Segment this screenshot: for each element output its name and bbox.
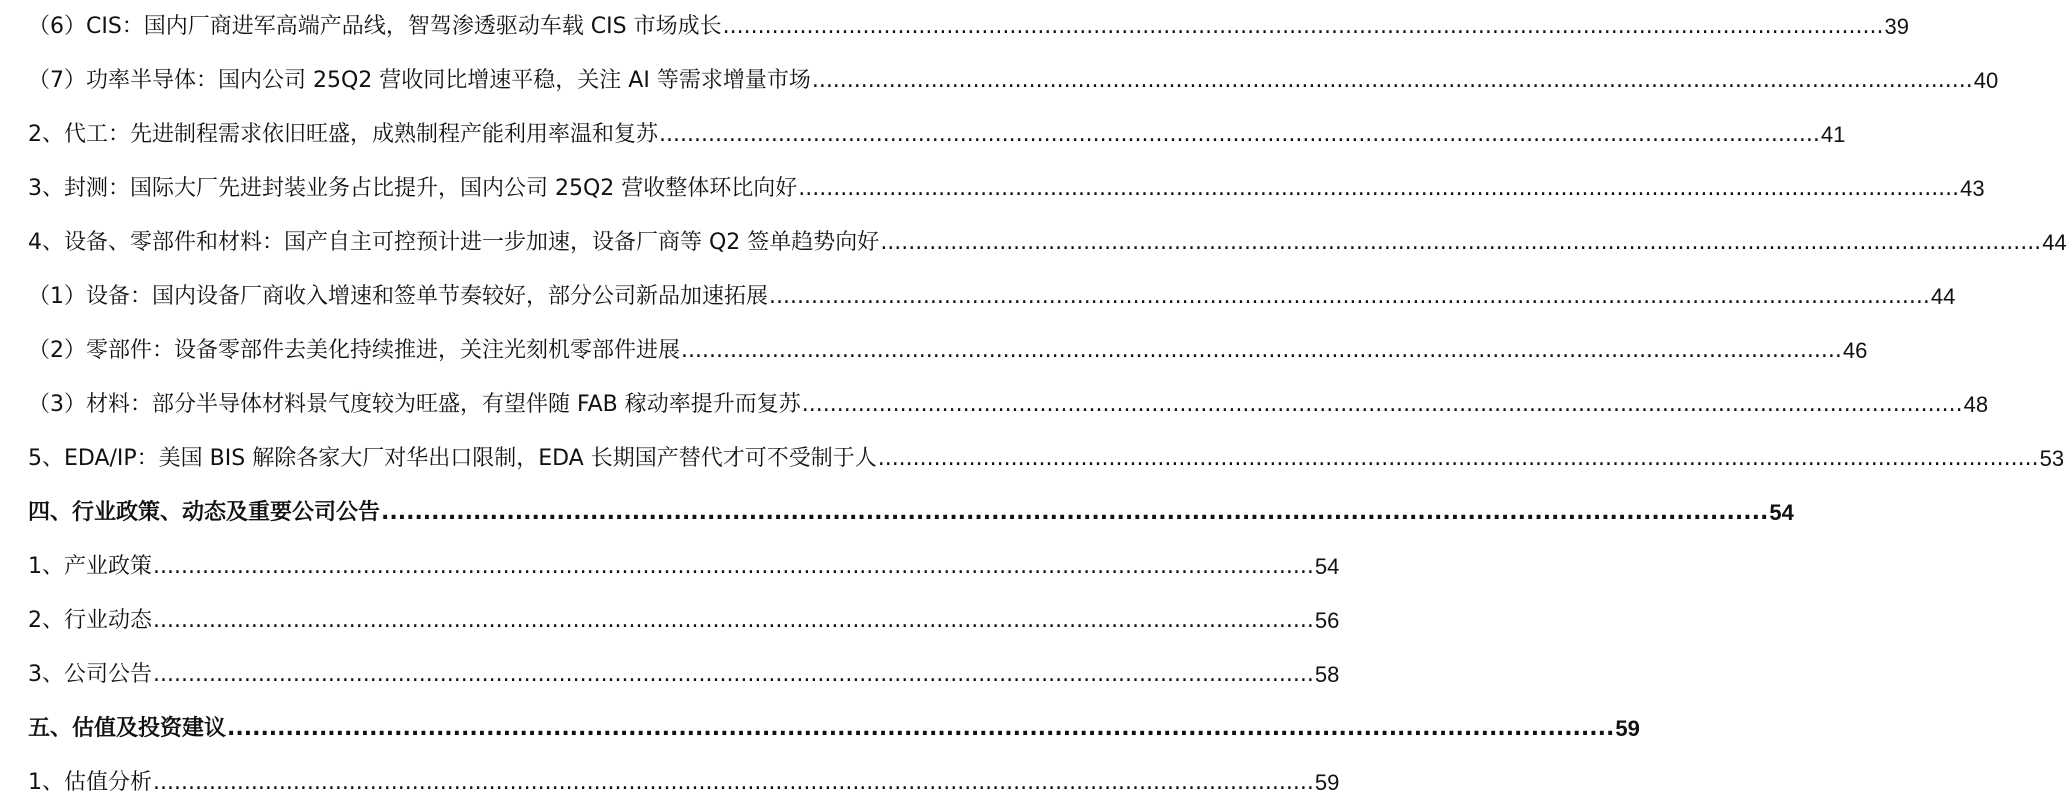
toc-entry-label: 四、行业政策、动态及重要公司公告: [28, 500, 381, 525]
toc-leader-dots: ......................................................................................................................................................................: [227, 716, 1615, 741]
toc-entry-page: 48: [1963, 392, 1989, 417]
toc-entry[interactable]: [28, 220, 2067, 256]
toc-leader-dots: ......................................................................................................................................................................: [880, 230, 2042, 255]
toc-entry[interactable]: [28, 652, 1340, 688]
toc-entry[interactable]: [28, 166, 1985, 202]
toc-entry-label: 4、设备、零部件和材料：国产自主可控预计进一步加速，设备厂商等 Q2 签单趋势向好: [28, 230, 880, 255]
toc-leader-dots: ......................................................................................................................................................................: [877, 446, 2039, 471]
toc-entry-label: 1、估值分析: [28, 770, 152, 795]
toc-entry[interactable]: [28, 112, 1846, 148]
toc-entry-page: 54: [1769, 500, 1794, 525]
toc-entry-page: 43: [1960, 176, 1985, 201]
toc-entry-page: 44: [1930, 284, 1956, 309]
toc-entry-label: 2、代工：先进制程需求依旧旺盛，成熟制程产能利用率温和复苏: [28, 122, 658, 147]
toc-entry-page: 46: [1842, 338, 1868, 363]
toc-entry-page: 39: [1884, 14, 1909, 39]
toc-section-entry[interactable]: [28, 490, 1794, 526]
toc-leader-dots: ......................................................................................................................................................................: [153, 662, 1314, 687]
toc-entry-page: 56: [1314, 608, 1340, 633]
toc-leader-dots: ......................................................................................................................................................................: [381, 500, 1769, 525]
toc-entry-page: 59: [1615, 716, 1640, 741]
toc-entry-label: 5、EDA/IP：美国 BIS 解除各家大厂对华出口限制，EDA 长期国产替代才可不受制于人: [28, 446, 877, 471]
toc-entry-label: 3、公司公告: [28, 662, 152, 687]
toc-leader-dots: ......................................................................................................................................................................: [153, 554, 1314, 579]
toc-entry-page: 44: [2042, 230, 2067, 255]
toc-entry[interactable]: [28, 274, 1956, 310]
toc-leader-dots: ......................................................................................................................................................................: [722, 14, 1884, 39]
toc-leader-dots: ......................................................................................................................................................................: [153, 770, 1314, 795]
toc-entry[interactable]: [28, 58, 1999, 94]
toc-entry[interactable]: [28, 328, 1868, 364]
toc-entry[interactable]: [28, 598, 1340, 634]
toc-entry[interactable]: [28, 436, 2065, 472]
toc-entry-label: 五、估值及投资建议: [28, 716, 227, 741]
toc-entry-page: 54: [1314, 554, 1340, 579]
toc-entry[interactable]: [28, 760, 1340, 796]
toc-leader-dots: ......................................................................................................................................................................: [769, 284, 1930, 309]
toc-entry-label: （6）CIS：国内厂商进军高端产品线，智驾渗透驱动车载 CIS 市场成长: [28, 14, 722, 39]
toc-leader-dots: ......................................................................................................................................................................: [681, 338, 1842, 363]
toc-entry-page: 59: [1314, 770, 1340, 795]
toc-entry-label: 2、行业动态: [28, 608, 152, 633]
toc-entry-label: （7）功率半导体：国内公司 25Q2 营收同比增速平稳，关注 AI 等需求增量市场: [28, 68, 811, 93]
toc-leader-dots: ......................................................................................................................................................................: [798, 176, 1960, 201]
toc-entry-label: 3、封测：国际大厂先进封装业务占比提升，国内公司 25Q2 营收整体环比向好: [28, 176, 798, 201]
toc-leader-dots: ......................................................................................................................................................................: [659, 122, 1820, 147]
toc-entry-page: 53: [2039, 446, 2065, 471]
toc-section-entry[interactable]: [28, 706, 1640, 742]
toc-entry-label: 1、产业政策: [28, 554, 152, 579]
toc-leader-dots: ......................................................................................................................................................................: [811, 68, 1973, 93]
toc-entry-page: 40: [1973, 68, 1999, 93]
toc-entry-label: （3）材料：部分半导体材料景气度较为旺盛，有望伴随 FAB 稼动率提升而复苏: [28, 392, 801, 417]
toc-entry-label: （1）设备：国内设备厂商收入增速和签单节奏较好，部分公司新品加速拓展: [28, 284, 768, 309]
toc-entry[interactable]: [28, 4, 1909, 40]
toc-entry-page: 41: [1820, 122, 1846, 147]
toc-entry[interactable]: [28, 544, 1340, 580]
toc-entry-page: 58: [1314, 662, 1340, 687]
toc-entry[interactable]: [28, 382, 1989, 418]
toc-leader-dots: ......................................................................................................................................................................: [801, 392, 1963, 417]
toc-entry-label: （2）零部件：设备零部件去美化持续推进，关注光刻机零部件进展: [28, 338, 680, 363]
toc-leader-dots: ......................................................................................................................................................................: [153, 608, 1314, 633]
